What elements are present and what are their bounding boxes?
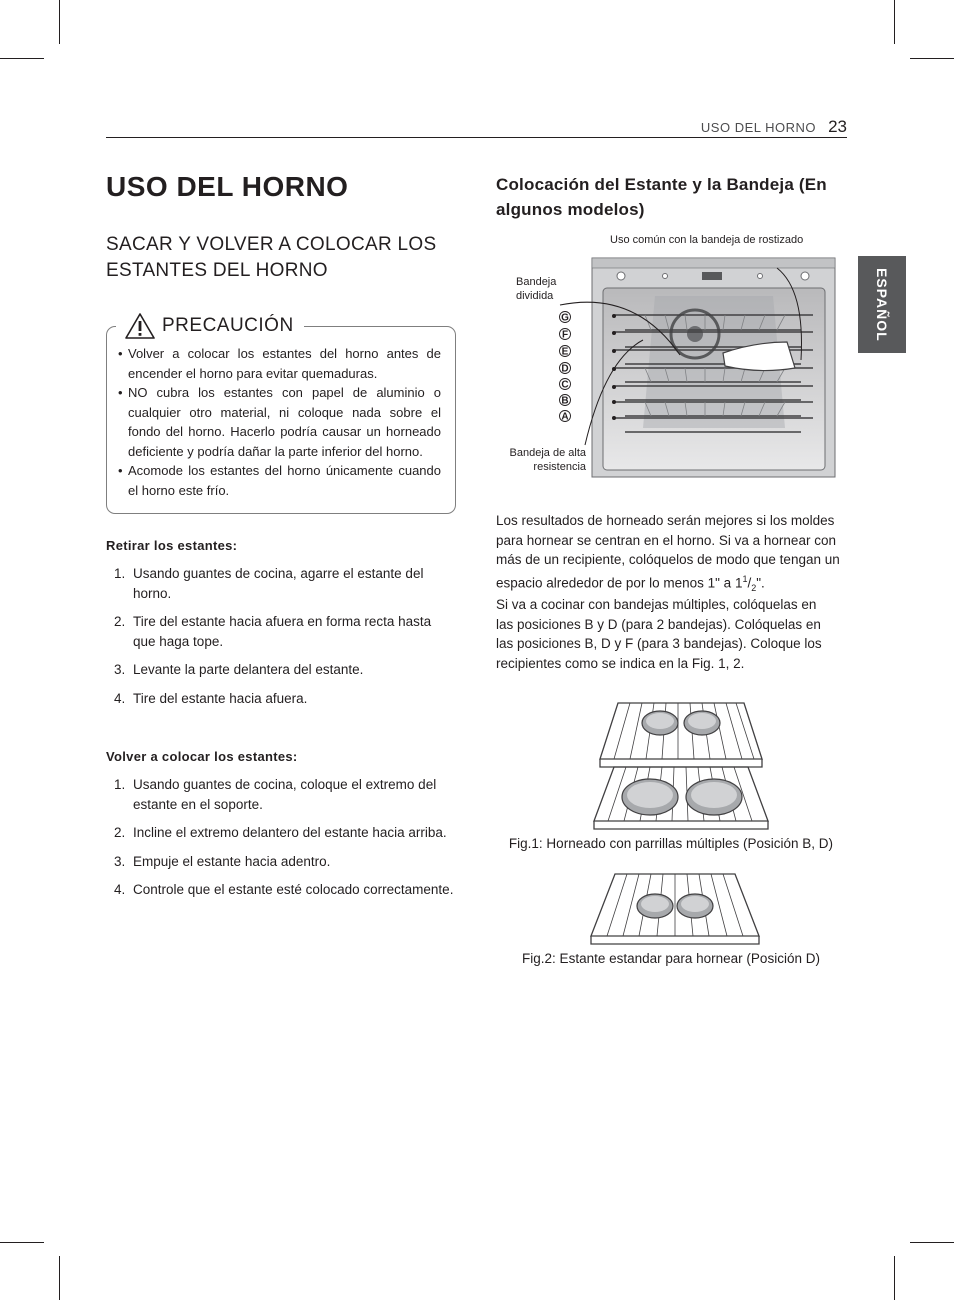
label-line: Bandeja xyxy=(516,276,557,288)
label-line: dividida xyxy=(516,290,554,302)
language-tab[interactable]: ESPAÑOL xyxy=(858,256,906,353)
step-number: 2. xyxy=(114,614,126,629)
list-item xyxy=(106,612,436,651)
oven-screw xyxy=(758,274,763,279)
oven-screw xyxy=(617,272,625,280)
crop-mark xyxy=(894,1256,895,1300)
oven-diagram xyxy=(555,250,840,480)
step-text: Incline el extremo delantero del estante hacia arriba. xyxy=(133,825,447,840)
warning-icon xyxy=(124,312,156,340)
step-text: Tire del estante hacia afuera en forma recta hasta que haga tope. xyxy=(133,614,432,649)
step-number: 1. xyxy=(114,777,126,792)
right-section-title: Colocación del Estante y la Bandeja (En algunos modelos) xyxy=(496,175,827,219)
caution-title: PRECAUCIÓN xyxy=(162,315,294,336)
paragraph-multiple-pans: Si va a cocinar con bandejas múltiples, colóquelas en las posiciones B y D (para 2 bandejas). Colóquelas en las posiciones B, D y F (para 3 bandejas). Coloque los recipientes como se indica en la Fig. 1, 2. xyxy=(496,597,822,671)
step-number: 4. xyxy=(114,882,126,897)
position-letter: E xyxy=(561,346,569,358)
pan-inner xyxy=(646,713,674,729)
step-number: 4. xyxy=(114,690,126,706)
paragraph-centering xyxy=(496,511,852,598)
pan-inner xyxy=(641,896,669,912)
caution-item: • Volver a colocar los estantes del horno antes de encender el horno para evitar quemaduras. xyxy=(118,344,441,383)
list-item xyxy=(106,775,456,814)
pan-inner xyxy=(681,896,709,912)
crop-mark xyxy=(910,1242,954,1243)
replace-heading: Volver a colocar los estantes: xyxy=(106,749,298,764)
list-item xyxy=(106,852,456,872)
page-title: USO DEL HORNO xyxy=(106,171,349,202)
oven-screw xyxy=(801,272,809,280)
list-item xyxy=(106,880,456,900)
label-line: resistencia xyxy=(533,461,586,473)
label-rotisserie: Uso común con la bandeja de rostizado xyxy=(610,234,804,246)
step-text: Usando guantes de cocina, agarre el estante del horno. xyxy=(133,566,424,601)
crop-mark xyxy=(59,1256,60,1300)
pan-inner xyxy=(688,713,716,729)
figure-2-caption: Fig.2: Estante estandar para hornear (Posición D) xyxy=(522,951,820,966)
caution-heading xyxy=(116,312,304,340)
position-letter: G xyxy=(561,312,569,324)
step-text: Usando guantes de cocina, coloque el extremo del estante en el soporte. xyxy=(133,777,437,812)
label-split-rack xyxy=(516,275,556,303)
oven-light xyxy=(702,272,722,280)
figure-1-caption: Fig.1: Horneado con parrillas múltiples (Posición B, D) xyxy=(508,836,834,851)
convection-fan-hub xyxy=(687,326,703,342)
section-title: SACAR Y VOLVER A COLOCAR LOS ESTANTES DEL HORNO xyxy=(106,234,437,281)
oven-screw xyxy=(663,274,668,279)
position-letter: F xyxy=(561,329,569,341)
list-item xyxy=(106,564,436,603)
position-letter: C xyxy=(561,379,569,391)
list-item xyxy=(106,823,456,843)
crop-mark xyxy=(59,0,60,44)
pan-inner xyxy=(691,782,737,808)
fraction-numerator: 1 xyxy=(742,573,748,584)
list-item xyxy=(106,660,436,680)
caution-list xyxy=(118,344,441,500)
position-letters xyxy=(560,312,571,423)
step-text: Controle que el estante esté colocado correctamente. xyxy=(133,882,454,897)
page-number: 23 xyxy=(828,117,847,136)
step-text: Empuje el estante hacia adentro. xyxy=(133,853,331,869)
list-item xyxy=(106,689,436,709)
pan-inner xyxy=(627,782,673,808)
step-number: 3. xyxy=(114,662,126,677)
fraction-slash: / xyxy=(747,575,752,590)
position-letter: A xyxy=(561,411,569,423)
step-number: 2. xyxy=(114,825,126,840)
paragraph-text: Los resultados de horneado serán mejores si los moldes para hornear se centran en el horno. Si va a hornear con más de un recipiente, colóquelos de modo que tengan un espacio alrededor de por lo menos 1" a 1 xyxy=(496,513,840,590)
replace-steps xyxy=(106,775,456,909)
paragraph-end: ". xyxy=(756,575,765,590)
crop-mark xyxy=(910,58,954,59)
remove-steps xyxy=(106,564,436,717)
label-line: Bandeja de alta xyxy=(509,447,586,459)
position-letter: B xyxy=(561,395,569,407)
step-number: 3. xyxy=(114,853,126,869)
running-title: USO DEL HORNO xyxy=(700,120,816,135)
upper-rack xyxy=(600,703,762,767)
step-text: Tire del estante hacia afuera. xyxy=(133,690,308,706)
caution-item: • Acomode los estantes del horno únicamente cuando el horno este frío. xyxy=(118,461,441,500)
figure-1-illustration xyxy=(590,695,772,833)
step-number: 1. xyxy=(114,566,126,581)
single-rack xyxy=(591,874,759,944)
crop-mark xyxy=(0,1242,44,1243)
remove-heading: Retirar los estantes: xyxy=(106,538,238,553)
position-letter: D xyxy=(561,363,569,375)
caution-item: • NO cubra los estantes con papel de aluminio o cualquier otro material, ni coloque nada sobre el fondo del horno. Hacerlo podría causar un horneado deficiente y podría dañar la parte inferior del horno. xyxy=(118,383,441,461)
crop-mark xyxy=(894,0,895,44)
crop-mark xyxy=(0,58,44,59)
figure-2-illustration xyxy=(585,868,765,948)
oven-top-band xyxy=(592,258,835,268)
fraction-denominator: 2 xyxy=(751,582,757,593)
header-rule xyxy=(106,137,847,138)
step-text: Levante la parte delantera del estante. xyxy=(133,662,364,677)
